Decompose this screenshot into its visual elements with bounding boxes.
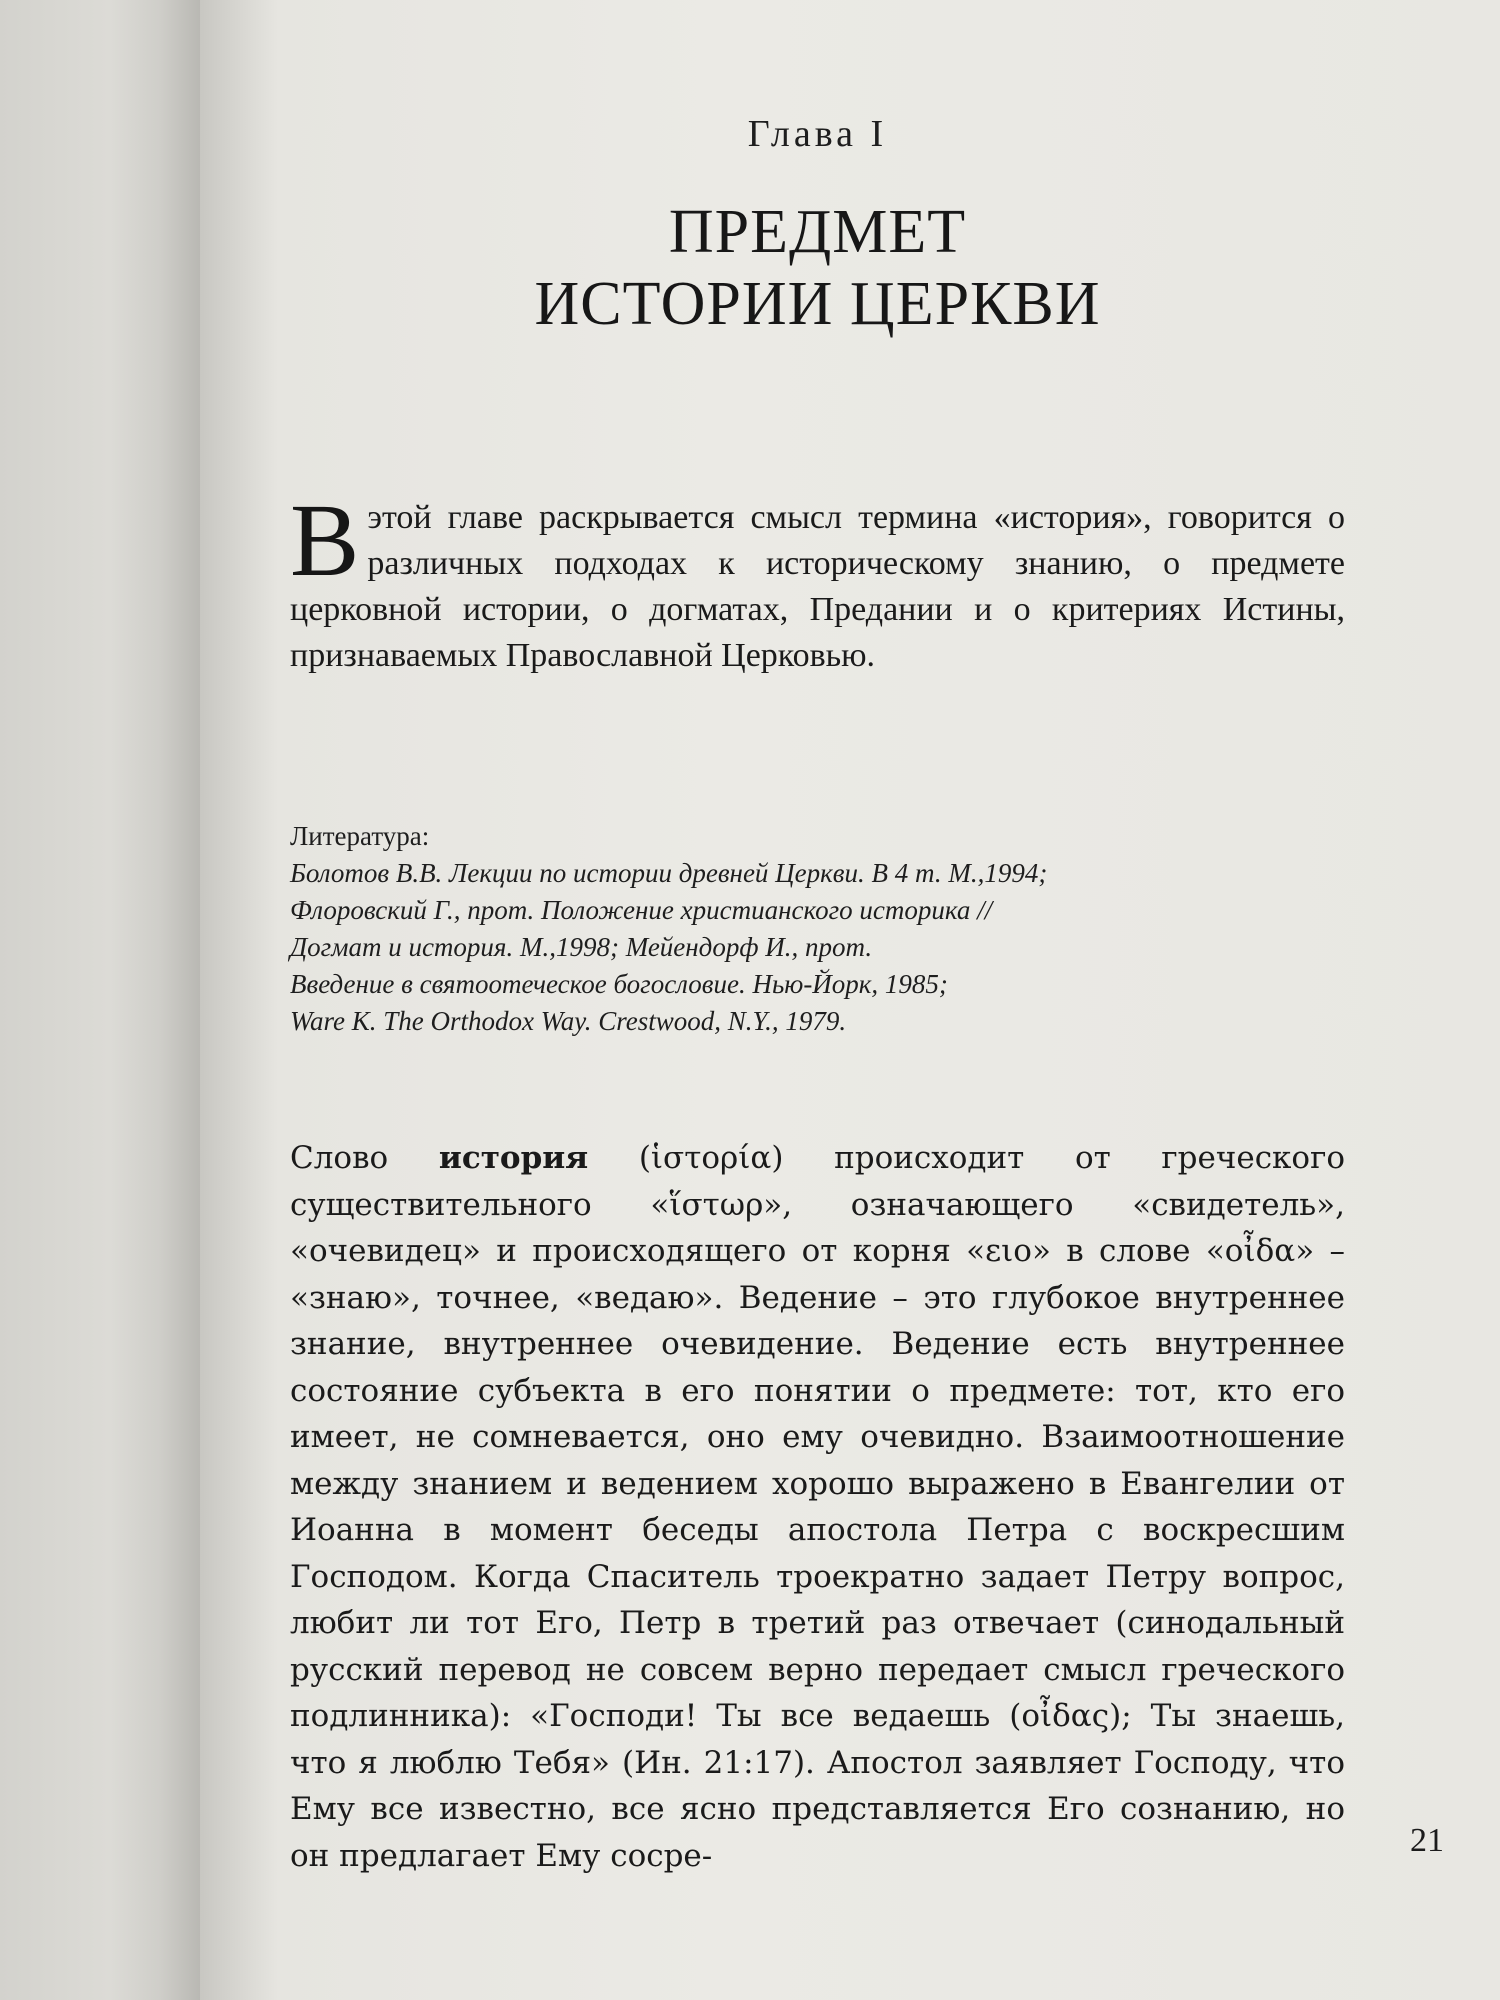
page-gutter bbox=[0, 0, 200, 2000]
chapter-label: Глава I bbox=[747, 113, 888, 155]
literature-item: Флоровский Г., прот. Положение христианского историка // bbox=[290, 895, 993, 925]
chapter-title-line-1: ПРЕДМЕТ bbox=[668, 198, 967, 266]
chapter-abstract bbox=[290, 483, 1345, 679]
literature-item: Ware K. The Orthodox Way. Crestwood, N.Y., 1979. bbox=[290, 1006, 847, 1036]
abstract-text: этой главе раскрывается смысл термина «история», говорится о различных подходах к историческому знанию, о предмете церковной истории, о догматах, Предании и о критериях Истины, признаваемых Православной Церковью. bbox=[290, 499, 1345, 674]
literature-item: Догмат и история. М.,1998; Мейендорф И., прот. bbox=[290, 932, 873, 962]
drop-cap: В bbox=[290, 483, 360, 598]
chapter-title bbox=[290, 196, 1345, 340]
body-rest: (ἱστορία) происходит от греческого существительного «ἵστωρ», означающего «свидетель», «очевидец» и происходящего от корня «ειο» в слове «οἶδα» – «знаю», точнее, «ведаю». Ведение – это глубокое внутреннее знание, внутреннее очевидение. Ведение есть внутреннее состояние субъекта в его понятии о предмете: тот, кто его имеет, не сомневается, оно ему очевидно. Взаимоотношение между знанием и ведением хорошо выражено в Евангелии от Иоанна в момент беседы апостола Петра с воскресшим Господом. Когда Спаситель троекратно задает Петру вопрос, любит ли тот Его, Петр в третий раз отвечает (синодальный русский перевод не совсем верно передает смысл греческого подлинника): «Господи! Ты все ведаешь (οἶδας); Ты знаешь, что я люблю Тебя» (Ин. 21:17). Апостол заявляет Господу, что Ему все известно, все ясно представляется Его сознанию, но он предлагает Ему сосре- bbox=[290, 1140, 1345, 1874]
literature-item: Болотов В.В. Лекции по истории древней Церкви. В 4 т. М.,1994; bbox=[290, 858, 1048, 888]
literature-heading: Литература: bbox=[290, 821, 430, 851]
body-term: история bbox=[438, 1140, 589, 1176]
book-page bbox=[200, 0, 1500, 2000]
body-paragraph bbox=[290, 1135, 1345, 1879]
body-intro: Слово bbox=[290, 1140, 439, 1176]
page-number: 21 bbox=[1410, 1822, 1444, 1859]
literature-list bbox=[290, 818, 1345, 1040]
chapter-title-line-2: ИСТОРИИ ЦЕРКВИ bbox=[534, 270, 1101, 338]
literature-item: Введение в святоотеческое богословие. Нью-Йорк, 1985; bbox=[290, 969, 948, 999]
